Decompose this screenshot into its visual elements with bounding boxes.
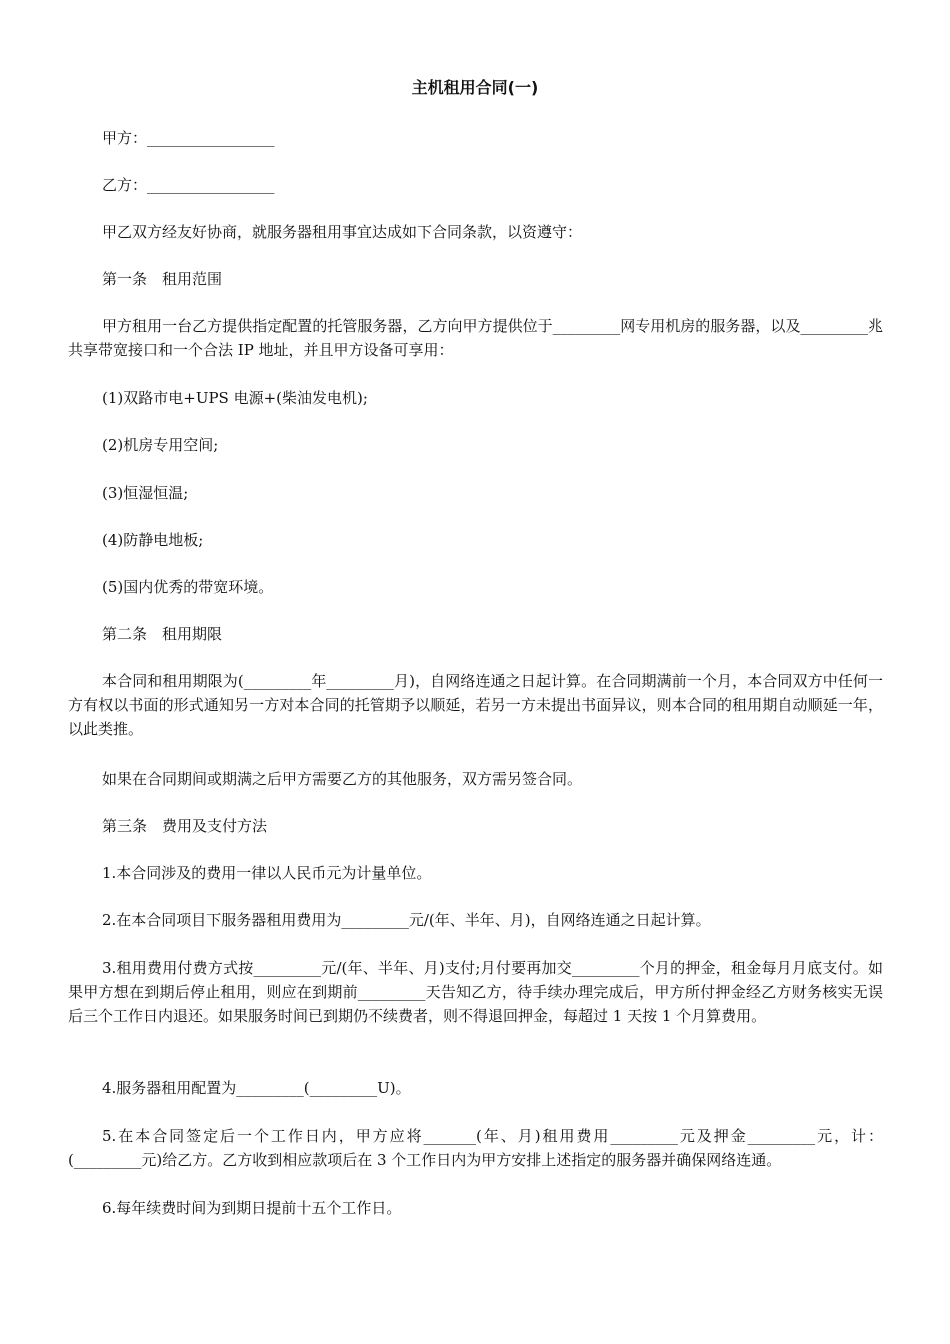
party-a-line: 甲方：_________________: [102, 129, 275, 147]
clause-3-6: 6.每年续费时间为到期日提前十五个工作日。: [102, 1199, 402, 1217]
article-2-heading: 第二条 租用期限: [102, 625, 223, 643]
clause-3-3: 3.租用费用付费方式按_________元/(年、半年、月)支付;月付要再加交_________个月的押金，租金每月月底支付。如果甲方想在到期后停止租用，则应在到期前_________天告知乙方，待手续办理完成后，甲方所付押金经乙方财务核实无误后三个工作日内退还。如果服务时间已到期仍不续费者，则不得退回押金，每超过 1 天按 1 个月算费用。: [68, 959, 883, 1025]
list-item: (1)双路市电+UPS 电源+(柴油发电机);: [102, 389, 368, 407]
article-2-body: 本合同和租用期限为(_________年_________月)，自网络连通之日起计算。在合同期满前一个月，本合同双方中任何一方有权以书面的形式通知另一方对本合同的托管期予以顺延，若另一方未提出书面异议，则本合同的租用期自动顺延一年，以此类推。: [68, 672, 883, 738]
article-2-extra-service: 如果在合同期间或期满之后甲方需要乙方的其他服务，双方需另签合同。: [102, 770, 583, 788]
list-item: (2)机房专用空间;: [102, 436, 219, 454]
article-1-heading: 第一条 租用范围: [102, 270, 223, 288]
clause-3-1: 1.本合同涉及的费用一律以人民币元为计量单位。: [102, 864, 432, 882]
party-b-line: 乙方：_________________: [102, 176, 275, 194]
list-item: (4)防静电地板;: [102, 531, 204, 549]
article-1-body: 甲方租用一台乙方提供指定配置的托管服务器，乙方向甲方提供位于_________网专用机房的服务器，以及_________兆共享带宽接口和一个合法 IP 地址，并且甲方设备可享用：: [68, 317, 883, 359]
list-item: (5)国内优秀的带宽环境。: [102, 578, 274, 596]
preamble-paragraph: 甲乙双方经友好协商，就服务器租用事宜达成如下合同条款，以资遵守：: [102, 223, 583, 241]
clause-3-5: 5.在本合同签定后一个工作日内，甲方应将_______(年、月)租用费用_________元及押金_________元，计：(_________元)给乙方。乙方收到相应款项后在 3 个工作日内为甲方安排上述指定的服务器并确保网络连通。: [68, 1127, 883, 1169]
clause-3-4: 4.服务器租用配置为_________(_________U)。: [102, 1079, 411, 1097]
document-title: 主机租用合同(一): [411, 78, 539, 97]
clause-3-2: 2.在本合同项目下服务器租用费用为_________元/(年、半年、月)，自网络连通之日起计算。: [102, 911, 711, 929]
list-item: (3)恒湿恒温;: [102, 484, 189, 502]
article-3-heading: 第三条 费用及支付方法: [102, 817, 268, 835]
